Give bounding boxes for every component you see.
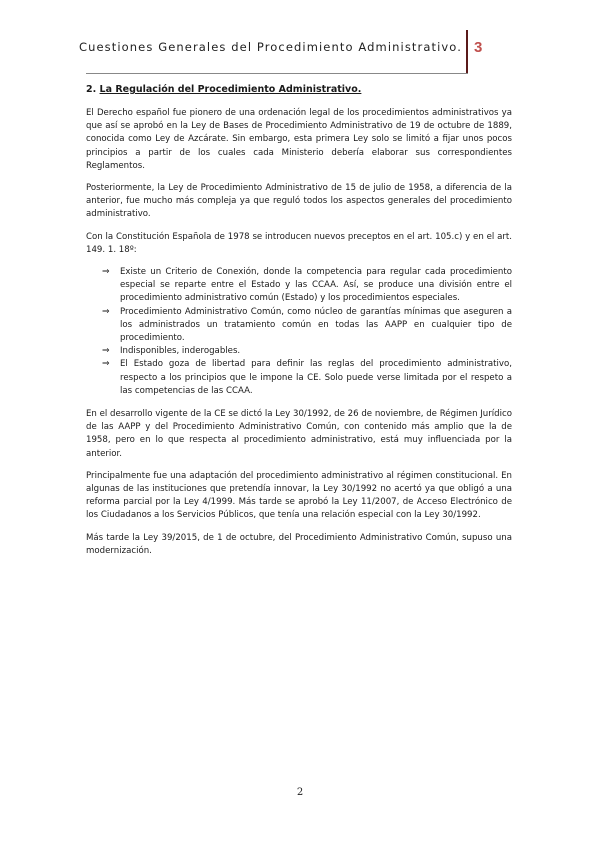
list-item — [86, 306, 512, 346]
list-item — [86, 358, 512, 398]
paragraph-ley-30-1992: En el desarrollo vigente de la CE se dictó la Ley 30/1992, de 26 de noviembre, de Régimen Jurídico de las AAPP y del Procedimiento Administrativo Común, con contenido más amplio que la de 1958, pero en lo que respecta al procedimiento administrativo, está muy influenciada por la anterior. — [86, 409, 512, 459]
arrow-right-icon: ⇒ — [102, 359, 110, 370]
list-item-text: Indisponibles, inderogables. — [120, 346, 241, 357]
header-vertical-rule — [466, 30, 468, 74]
list-item-text: Procedimiento Administrativo Común, como núcleo de garantías mínimas que aseguren a los administrados un tratamiento común en todas las AAPP en cualquier tipo de procedimiento. — [120, 306, 512, 344]
list-item-text: Existe un Criterio de Conexión, donde la competencia para regular cada procedimiento especial se reparte entre el Estado y las CCAA. Así, se produce una división entre el procedimiento administrativo común (Estado) y los procedimientos especiales. — [120, 267, 512, 304]
list-item — [86, 266, 512, 306]
chapter-number: 3 — [474, 39, 483, 56]
arrow-right-icon: ⇒ — [102, 306, 110, 317]
page-number: 2 — [296, 787, 304, 798]
document-body — [86, 83, 512, 567]
arrow-right-icon: ⇒ — [102, 267, 110, 278]
list-item — [86, 345, 512, 358]
list-item-text: El Estado goza de libertad para definir las reglas del procedimiento administrativo, respecto a los principios que le impone la CE. Solo puede verse limitada por el respeto a las competencias de las CCAA. — [120, 359, 512, 396]
page-header — [0, 30, 600, 74]
header-title: Cuestiones Generales del Procedimiento Administrativo. — [78, 40, 462, 54]
section-title: La Regulación del Procedimiento Administrativo. — [99, 84, 362, 95]
bullet-list — [86, 266, 512, 398]
paragraph-adaptation: Principalmente fue una adaptación del procedimiento administrativo al régimen constitucional. En algunas de las instituciones que pretendía innovar, la Ley 30/1992 no acertó ya que obligó a una reforma parcial por la Ley 4/1999. Más tarde se aprobó la Ley 11/2007, de Acceso Electrónico de los Ciudadanos a los Servicios Públicos, que tenía una relación especial con la Ley 30/1992. — [86, 470, 512, 521]
paragraph-1958: Posteriormente, la Ley de Procedimiento Administrativo de 15 de julio de 1958, a diferencia de la anterior, fue mucho más compleja ya que reguló todos los aspectos generales del procedimiento administrativo. — [86, 183, 512, 220]
paragraph-intro: El Derecho español fue pionero de una ordenación legal de los procedimientos administrativos ya que así se aprobó en la Ley de Bases de Procedimiento Administrativo de 19 de octubre de 1889, conocida como Ley de Azcárate. Sin embargo, esta primera Ley solo se limitó a fijar unos pocos principios a partir de los cuales cada Ministerio debería elaborar sus correspondientes Reglamentos. — [86, 108, 512, 171]
section-heading — [86, 83, 512, 96]
arrow-right-icon: ⇒ — [102, 346, 110, 357]
section-number: 2. — [86, 84, 97, 95]
paragraph-ley-39-2015: Más tarde la Ley 39/2015, de 1 de octubre, del Procedimiento Administrativo Común, supuso una modernización. — [86, 532, 512, 556]
header-divider — [86, 73, 468, 74]
paragraph-constitution: Con la Constitución Española de 1978 se introducen nuevos preceptos en el art. 105.c) y en el art. 149. 1. 18º: — [86, 231, 512, 255]
